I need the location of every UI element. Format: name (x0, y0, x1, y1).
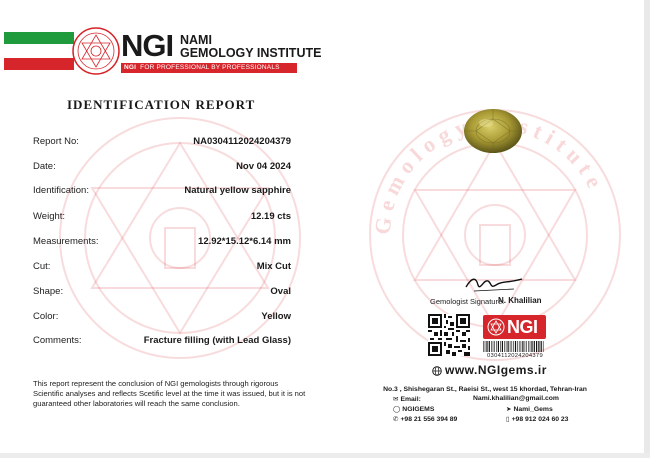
mobile-number: +98 912 024 60 23 (511, 416, 569, 423)
instagram-row[interactable] (393, 405, 434, 413)
logo-wordmark: NGI (121, 28, 174, 63)
gemologist-signature (464, 273, 524, 295)
disclaimer-text: This report represent the conclusion of NGI gemologists through rigorous Scientific analyses and reflects Scetific level at the time it was issued, but it is not guaranteed other laboratories will reach the same conclusion. (33, 379, 306, 408)
institute-seal-icon (71, 26, 121, 76)
field-label-identification: Identification: (33, 185, 89, 196)
field-value-identification: Natural yellow sapphire (184, 185, 291, 196)
mobile-row[interactable] (506, 415, 568, 423)
website-link[interactable]: www.NGIgems.ir (445, 363, 547, 377)
globe-icon (432, 366, 442, 376)
phone-icon: ✆ (393, 416, 399, 423)
gem-seal-icon (487, 318, 505, 336)
watermark-text: Gemology stitute (369, 112, 611, 236)
barcode-number: 0304112024204379 (487, 353, 543, 359)
field-label-weight: Weight: (33, 211, 66, 222)
phone-row[interactable] (393, 415, 457, 423)
field-label-comments: Comments: (33, 335, 82, 346)
field-value-cut: Mix Cut (256, 261, 291, 272)
instagram-handle: NGIGEMS (402, 406, 435, 413)
barcode (483, 341, 546, 352)
page-edge-bottom (0, 453, 650, 458)
telegram-icon: ➤ (506, 406, 512, 413)
field-label-date: Date: (33, 161, 56, 172)
instagram-icon: ◯ (393, 406, 401, 413)
tagline-bar (121, 63, 297, 73)
signature-label: Gemologist Signature: (430, 297, 505, 306)
field-label-measurements: Measurements: (33, 236, 99, 247)
ngi-badge (483, 315, 546, 339)
telegram-handle: Nami_Gems (513, 406, 553, 413)
field-label-report-no: Report No: (33, 136, 79, 147)
address-text: No.3 , Shishegaran St., Raeisi St., west 15 khordad, Tehran-Iran (383, 386, 587, 393)
org-name-line1: NAMI (180, 33, 212, 47)
email-row (393, 395, 421, 403)
gemstone-photo (462, 107, 524, 155)
field-label-shape: Shape: (33, 286, 64, 297)
mobile-icon: ▯ (506, 416, 510, 423)
page-edge-right (644, 0, 650, 458)
field-value-weight: 12.19 cts (250, 211, 291, 222)
iran-flag (4, 32, 76, 72)
field-label-cut: Cut: (33, 261, 51, 272)
field-label-color: Color: (33, 311, 59, 322)
field-value-shape: Oval (270, 286, 291, 297)
phone-number: +98 21 556 394 89 (400, 416, 458, 423)
tagline-ngi: NGI (124, 64, 137, 71)
field-value-date: Nov 04 2024 (236, 161, 291, 172)
field-value-comments: Fracture filling (with Lead Glass) (143, 335, 291, 346)
email-address: Nami.khalilian@gmail.com (473, 395, 559, 402)
email-icon: ✉ (393, 396, 399, 403)
gemologist-name: N. Khalilian (498, 296, 542, 305)
org-name-line2: GEMOLOGY INSTITUTE (180, 46, 322, 60)
email-label: Email: (400, 396, 421, 403)
field-value-report-no: NA0304112024204379 (193, 136, 291, 147)
report-title: IDENTIFICATION REPORT (67, 97, 256, 112)
email-link[interactable] (473, 395, 559, 402)
telegram-row[interactable] (506, 405, 553, 413)
tagline-text: FOR PROFESSIONAL BY PROFESSIONALS (140, 64, 280, 71)
badge-text: NGI (507, 317, 538, 337)
field-value-measurements: 12.92*15.12*6.14 mm (198, 236, 291, 247)
qr-code[interactable] (428, 314, 470, 356)
field-value-color: Yellow (261, 311, 291, 322)
